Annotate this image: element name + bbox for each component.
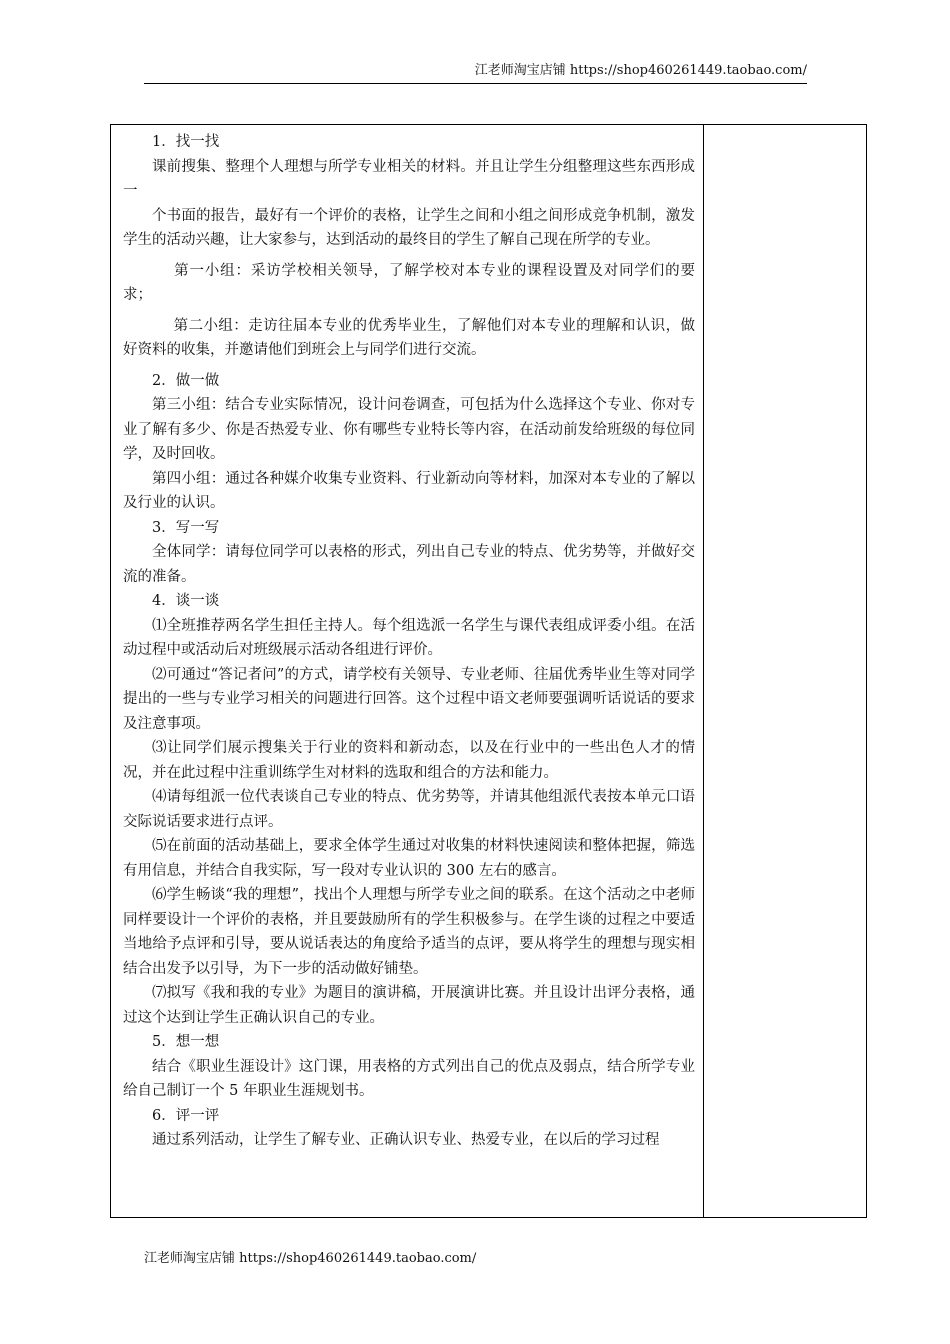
section-4-item: ⑸在前面的活动基础上，要求全体学生通过对收集的材料快速阅读和整体把握，筛选有用信息，并结合自我实际，写一段对专业认识的 300 左右的感言。 — [123, 838, 695, 879]
group-1-paragraph: 第一小组：采访学校相关领导，了解学校对本专业的课程设置及对同学们的要求； — [123, 262, 695, 303]
section-4-title: 4．谈一谈 — [152, 593, 220, 609]
section-5-title: 5．想一想 — [152, 1034, 220, 1050]
section-2-paragraph: 第三小组：结合专业实际情况，设计问卷调查，可包括为什么选择这个专业、你对专业了解有多少、你是否热爱专业、你有哪些专业特长等内容，在活动前发给班级的每位同学，及时回收。 — [123, 397, 695, 462]
section-2-title: 2．做一做 — [152, 372, 220, 389]
section-4-item: ⑺拟写《我和我的专业》为题目的演讲稿，开展演讲比赛。并且设计出评分表格，通过这个达到让学生正确认识自己的专业。 — [123, 985, 695, 1026]
section-2-paragraph: 第四小组：通过各种媒介收集专业资料、行业新动向等材料，加深对本专业的了解以及行业的认识。 — [123, 470, 695, 511]
section-4-item: ⑴全班推荐两名学生担任主持人。每个组选派一名学生与课代表组成评委小组。在活动过程中或活动后对班级展示活动各组进行评价。 — [123, 617, 695, 658]
section-4-item: ⑶让同学们展示搜集关于行业的资料和新动态，以及在行业中的一些出色人才的情况，并在此过程中注重训练学生对材料的选取和组合的方法和能力。 — [123, 740, 695, 781]
section-4-item: ⑷请每组派一位代表谈自己专业的特点、优劣势等，并请其他组派代表按本单元口语交际说话要求进行点评。 — [123, 789, 695, 830]
section-6-title: 6．评一评 — [152, 1107, 220, 1124]
section-3-title: 3．写一写 — [152, 519, 220, 536]
section-1-title: 1．找一找 — [152, 134, 220, 150]
section-1-paragraph: 课前搜集、整理个人理想与所学专业相关的材料。并且让学生分组整理这些东西形成一 — [123, 158, 695, 199]
page-header-text: 江老师淘宝店铺 https://shop460261449.taobao.com/ — [474, 63, 807, 78]
table-column-divider — [703, 124, 704, 1218]
section-1-paragraph: 个书面的报告，最好有一个评价的表格，让学生之间和小组之间形成竞争机制，激发学生的活动兴趣，让大家参与，达到活动的最终目的学生了解自己现在所学的专业。 — [123, 207, 695, 248]
section-5-paragraph: 结合《职业生涯设计》这门课，用表格的方式列出自己的优点及弱点，结合所学专业给自己制订一个 5 年职业生涯规划书。 — [123, 1058, 695, 1099]
group-2-paragraph: 第二小组：走访往届本专业的优秀毕业生，了解他们对本专业的理解和认识，做好资料的收集，并邀请他们到班会上与同学们进行交流。 — [123, 317, 695, 358]
section-4-item: ⑵可通过“答记者问”的方式，请学校有关领导、专业老师、往届优秀毕业生等对同学提出的一些与专业学习相关的问题进行回答。这个过程中语文老师要强调听话说话的要求及注意事项。 — [123, 666, 695, 732]
section-4-item: ⑹学生畅谈“我的理想”，找出个人理想与所学专业之间的联系。在这个活动之中老师同样要设计一个评价的表格，并且要鼓励所有的学生积极参与。在学生谈的过程之中要适当地给予点评和引导，要从说话表达的角度给予适当的点评，要从将学生的理想与现实相结合出发予以引导，为下一步的活动做好铺垫。 — [123, 887, 695, 977]
section-3-paragraph: 全体同学：请每位同学可以表格的形式，列出自己专业的特点、优劣势等，并做好交流的准备。 — [123, 544, 695, 585]
header-rule — [144, 83, 807, 84]
table-content-cell — [123, 130, 695, 1153]
section-6-paragraph: 通过系列活动，让学生了解专业、正确认识专业、热爱专业，在以后的学习过程 — [152, 1132, 660, 1148]
page-footer-text: 江老师淘宝店铺 https://shop460261449.taobao.com/ — [144, 1251, 477, 1266]
